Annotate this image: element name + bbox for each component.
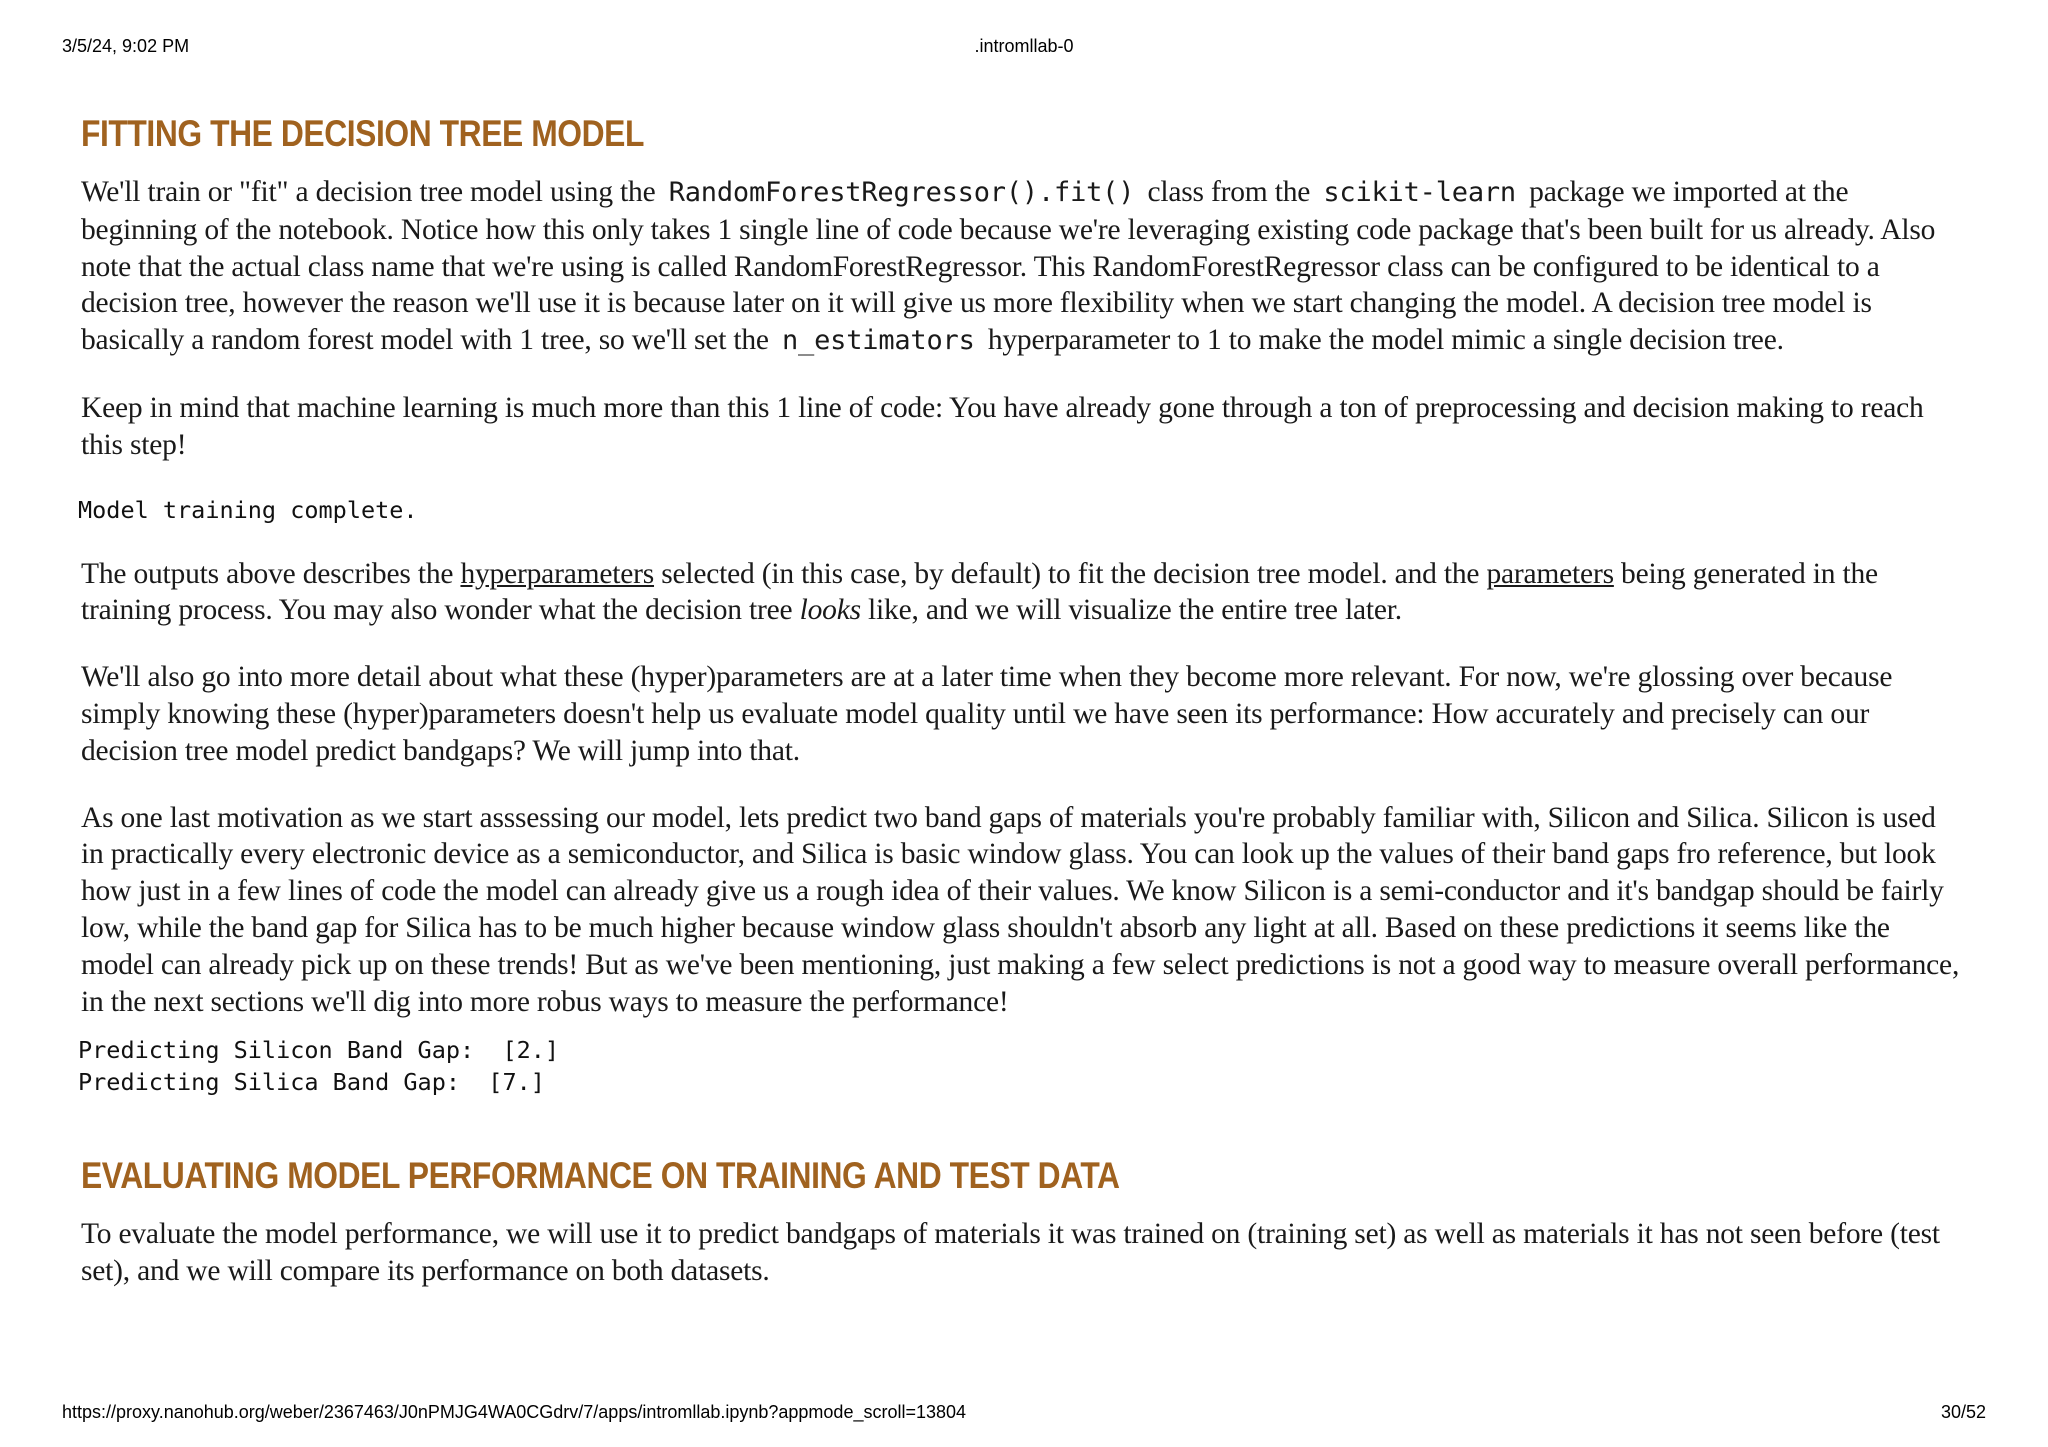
hyperparameters-link[interactable]: hyperparameters (460, 557, 655, 590)
prediction-silica: Predicting Silica Band Gap: [7.] (78, 1068, 545, 1097)
paragraph-outputs-above: The outputs above describes the hyperparameters selected (in this case, by default) to fit the decision tree model. and the parameters being generated in the training process. You may also wonder what the decision tree looks like, and we will visualize the entire tree later. (81, 557, 1878, 627)
inline-code-n-estimators: n_estimators (781, 325, 975, 357)
notebook-content (78, 108, 1961, 1290)
section-heading-evaluating: EVALUATING MODEL PERFORMANCE ON TRAINING AND TEST DATA (81, 1155, 1120, 1197)
print-page-number: 30/52 (1940, 1402, 1986, 1422)
print-url: https://proxy.nanohub.org/weber/2367463/J0nPMJG4WA0CGdrv/7/apps/intromllab.ipynb?appmode_scroll=13804 (62, 1402, 967, 1422)
print-header (62, 36, 1986, 60)
print-datetime: 3/5/24, 9:02 PM (62, 36, 190, 56)
paragraph-keep-in-mind: Keep in mind that machine learning is much more than this 1 line of code: You have already gone through a ton of preprocessing and decision making to reach this step! (81, 391, 1924, 461)
paragraph-more-detail: We'll also go into more detail about what these (hyper)parameters are at a later time when they become more relevant. For now, we're glossing over because simply knowing these (hyper)parameters doesn't help us evaluate model quality until we have seen its performance: How accurately and precisely can our decision tree model predict bandgaps? We will jump into that. (81, 661, 1893, 767)
inline-code-sklearn: scikit-learn (1323, 177, 1516, 208)
section-heading-fitting: FITTING THE DECISION TREE MODEL (81, 113, 644, 154)
paragraph-motivation: As one last motivation as we start asssessing our model, lets predict two band gaps of materials you're probably familiar with, Silicon and Silica. Silicon is used in practically every electronic device as a semiconductor, and Silica is basic window glass. You can look up the values of their band gaps fro reference, but look how just in a few lines of code the model can already give us a rough idea of their values. We know Silicon is a semi-conductor and it's bandgap should be fairly low, while the band gap for Silica has to be much higher because window glass shouldn't absorb any light at all. Based on these predictions it seems like the model can already pick up on these trends! But as we've been mentioning, just making a few select predictions is not a good way to measure overall performance, in the next sections we'll dig into more robus ways to measure the performance! (81, 801, 1960, 1018)
print-footer (62, 1402, 1986, 1426)
prediction-silicon: Predicting Silicon Band Gap: [2.] (78, 1036, 560, 1065)
cell-output-training: Model training complete. (78, 495, 418, 524)
parameters-link[interactable]: parameters (1486, 557, 1614, 590)
cell-output-predictions (78, 1034, 1961, 1098)
inline-code-fit: RandomForestRegressor().fit() (668, 177, 1135, 208)
print-title: .intromllab-0 (974, 36, 1074, 56)
paragraph-evaluate: To evaluate the model performance, we will use it to predict bandgaps of materials it was trained on (training set) as well as materials it has not seen before (test set), and we will compare its performance on both datasets. (81, 1218, 1940, 1288)
paragraph-fitting-intro: We'll train or "fit" a decision tree model using the RandomForestRegressor().fit() class from the scikit-learn package we imported at the beginning of the notebook. Notice how this only takes 1 single line of code because we're leveraging existing code package that's been built for us already. Also note that the actual class name that we're using is called RandomForestRegressor. This RandomForestRegressor class can be configured to be identical to a decision tree, however the reason we'll use it is because later on it will give us more flexibility when we start changing the model. A decision tree model is basically a random forest model with 1 tree, so we'll set the n_estimators hyperparameter to 1 to make the model mimic a single decision tree. (81, 176, 1936, 357)
